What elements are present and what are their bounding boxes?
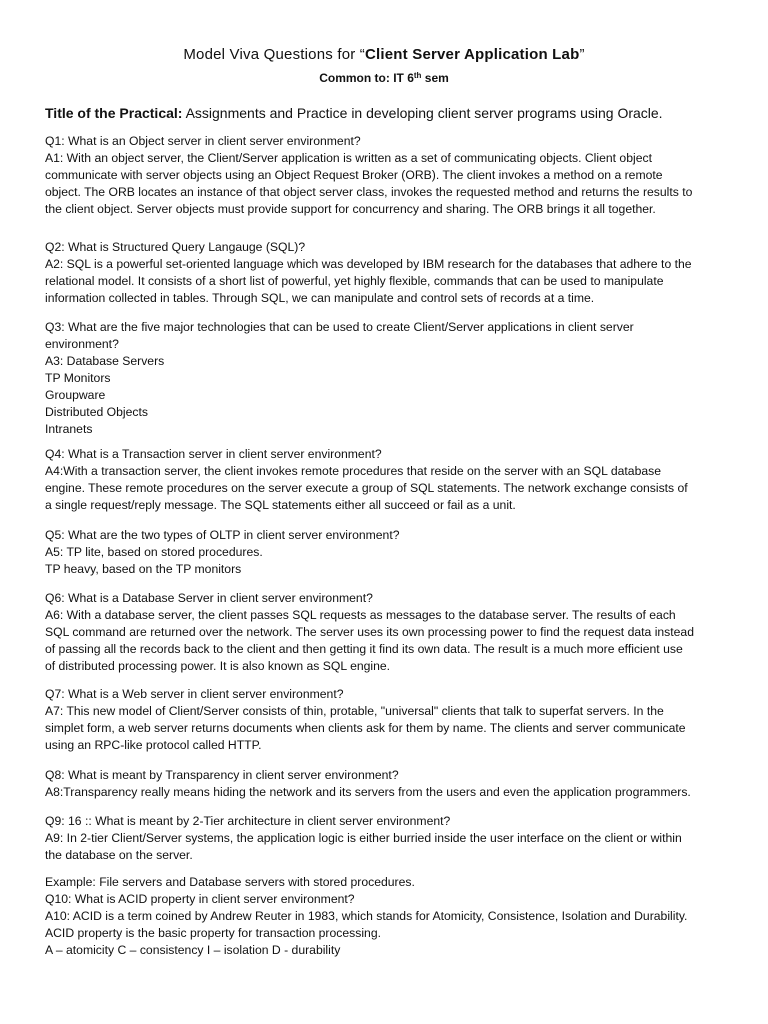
qa-block-3 [45, 319, 727, 438]
qa-line: A4:With a transaction server, the client invokes remote procedures that reside on the server with an SQL database [45, 464, 662, 478]
qa-line: A6: With a database server, the client passes SQL requests as messages to the database server. The results of each [45, 608, 676, 622]
qa-line: Q10: What is ACID property in client server environment? [45, 892, 355, 906]
qa-line: TP Monitors [45, 371, 111, 385]
subtitle-superscript: th [413, 71, 422, 80]
qa-line: Q2: What is Structured Query Langauge (SQL)? [45, 240, 306, 254]
title-lab-name: Client Server Application Lab [365, 46, 580, 63]
qa-line: A9: In 2-tier Client/Server systems, the application logic is either burried inside the user interface on the client or within [45, 831, 682, 845]
qa-line: the database on the server. [45, 848, 193, 862]
qa-line: engine. These remote procedures on the server execute a group of SQL statements. The network exchange consists of [45, 481, 688, 495]
qa-block-2 [45, 239, 727, 307]
qa-line: Q8: What is meant by Transparency in client server environment? [45, 768, 399, 782]
qa-block-5 [45, 527, 727, 578]
qa-line: relational model. It consists of a short list of powerful, yet highly flexible, commands that can be used to manipulate [45, 274, 664, 288]
qa-line: Q4: What is a Transaction server in client server environment? [45, 447, 382, 461]
qa-line: of distributed processing power. It is also known as SQL engine. [45, 659, 391, 673]
qa-line: environment? [45, 337, 119, 351]
qa-block-10 [45, 874, 727, 959]
qa-block-6 [45, 590, 727, 675]
qa-line: Q3: What are the five major technologies that can be used to create Client/Server applications in client server [45, 320, 634, 334]
qa-line: the client object. Server objects must provide support for concurrency and sharing. The ORB brings it all together. [45, 202, 656, 216]
qa-line: SQL command are returned over the network. The server uses its own processing power to find the request data instead [45, 625, 694, 639]
qa-line: A – atomicity C – consistency I – isolation D - durability [45, 943, 341, 957]
practical-text: Assignments and Practice in developing client server programs using Oracle. [182, 105, 663, 121]
qa-line: A5: TP lite, based on stored procedures. [45, 545, 263, 559]
document-title [0, 46, 768, 64]
qa-line: Intranets [45, 422, 93, 436]
practical-title [45, 104, 735, 122]
qa-line: A3: Database Servers [45, 354, 165, 368]
qa-line: Groupware [45, 388, 106, 402]
subtitle-prefix: Common to: IT 6 [319, 71, 414, 85]
qa-line: Q6: What is a Database Server in client server environment? [45, 591, 373, 605]
qa-block-9 [45, 813, 727, 864]
qa-line: Q9: 16 :: What is meant by 2-Tier architecture in client server environment? [45, 814, 451, 828]
subtitle-suffix: sem [421, 71, 449, 85]
qa-line: A8:Transparency really means hiding the network and its servers from the users and even the application programmers. [45, 785, 691, 799]
qa-line: Example: File servers and Database servers with stored procedures. [45, 875, 415, 889]
qa-block-4 [45, 446, 727, 514]
qa-block-1 [45, 133, 727, 218]
qa-line: A2: SQL is a powerful set-oriented language which was developed by IBM research for the databases that adhere to the [45, 257, 692, 271]
qa-line: ACID property is the basic property for transaction processing. [45, 926, 381, 940]
qa-line: a single request/reply message. The SQL statements either all succeed or fail as a unit. [45, 498, 516, 512]
title-prefix: Model Viva Questions for “ [183, 46, 365, 63]
qa-line: A1: With an object server, the Client/Server application is written as a set of communicating objects. Client object [45, 151, 652, 165]
qa-line: TP heavy, based on the TP monitors [45, 562, 242, 576]
qa-block-8 [45, 767, 727, 801]
practical-label: Title of the Practical: [45, 105, 183, 121]
qa-line: object. The ORB locates an instance of that object server class, invokes the requested method and returns the results to [45, 185, 693, 199]
qa-line: communicate with server objects using an Object Request Broker (ORB). The client invokes a method on a remote [45, 168, 663, 182]
qa-line: A10: ACID is a term coined by Andrew Reuter in 1983, which stands for Atomicity, Consistence, Isolation and Durability. [45, 909, 688, 923]
qa-line: A7: This new model of Client/Server consists of thin, protable, "universal" clients that talk to superfat servers. In the [45, 704, 664, 718]
qa-line: Q1: What is an Object server in client server environment? [45, 134, 361, 148]
qa-line: Q7: What is a Web server in client server environment? [45, 687, 344, 701]
title-suffix: ” [579, 46, 585, 63]
qa-block-7 [45, 686, 727, 754]
document-subtitle [0, 68, 768, 86]
qa-line: simplet form, a web server returns documents when clients ask for them by name. The clients and server communicate [45, 721, 686, 735]
qa-line: Q5: What are the two types of OLTP in client server environment? [45, 528, 400, 542]
qa-line: using an RPC-like protocol called HTTP. [45, 738, 262, 752]
qa-line: of passing all the records back to the client and then getting it find its own data. The result is a much more efficient use [45, 642, 683, 656]
qa-line: information collected in tables. Through SQL, we can manipulate and control sets of records at a time. [45, 291, 595, 305]
qa-line: Distributed Objects [45, 405, 148, 419]
